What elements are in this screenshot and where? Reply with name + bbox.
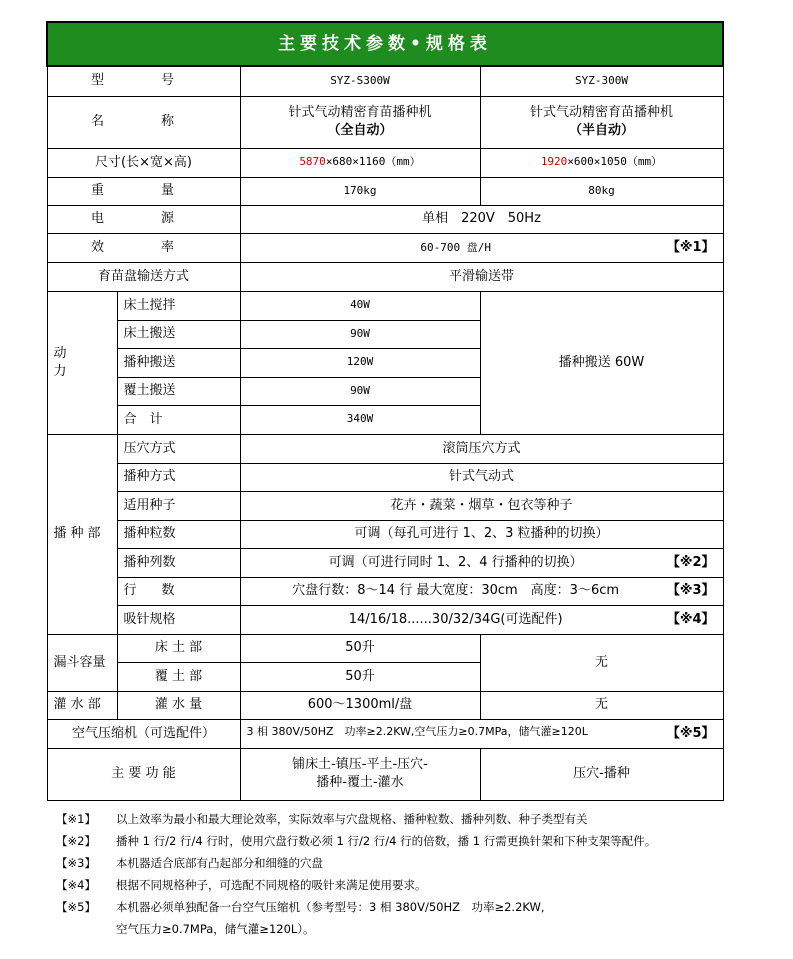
footnote bbox=[56, 896, 756, 918]
row-label: 行 数 bbox=[117, 577, 240, 605]
efficiency-cell bbox=[240, 233, 723, 262]
hopper-value: 50升 bbox=[240, 634, 480, 662]
row-label: 尺寸(长×宽×高) bbox=[47, 148, 240, 177]
row-label: 播种方式 bbox=[117, 463, 240, 491]
footnote-text: 播种 1 行/2 行/4 行时，使用穴盘行数必须 1 行/2 行/4 行的倍数，播 1 行需更换针架和下种支架等配件。 bbox=[116, 834, 657, 848]
name-a-line2: （全自动） bbox=[327, 123, 393, 138]
model-a: SYZ-S300W bbox=[240, 66, 480, 96]
row-label: 合 计 bbox=[117, 405, 240, 434]
row-label: 播种列数 bbox=[117, 548, 240, 577]
table-row bbox=[47, 605, 723, 634]
water-b-value: 无 bbox=[480, 691, 723, 719]
table-row bbox=[47, 66, 723, 96]
size-b-length: 1920 bbox=[540, 155, 568, 169]
table-row bbox=[47, 262, 723, 291]
model-b: SYZ-300W bbox=[480, 66, 723, 96]
footnotes bbox=[56, 808, 756, 940]
note-mark: 【※2】 bbox=[666, 554, 715, 570]
note-mark: 【※4】 bbox=[666, 611, 715, 627]
seeding-value-cell bbox=[240, 577, 723, 605]
row-label: 育苗盘输送方式 bbox=[47, 262, 240, 291]
table-row bbox=[47, 548, 723, 577]
row-label: 型 号 bbox=[47, 66, 240, 96]
row-label: 灌 水 量 bbox=[117, 691, 240, 719]
name-a bbox=[240, 96, 480, 148]
hopper-b-value: 无 bbox=[480, 634, 723, 691]
table-row bbox=[47, 634, 723, 662]
size-b-rest: ×600×1050（mm） bbox=[567, 155, 663, 169]
power-value: 120W bbox=[240, 348, 480, 377]
table-row bbox=[47, 177, 723, 205]
seeding-value: 滚筒压穴方式 bbox=[240, 434, 723, 463]
hopper-group-label: 漏斗容量 bbox=[47, 634, 117, 691]
name-b-line2: （半自动） bbox=[568, 123, 634, 138]
table-row bbox=[47, 233, 723, 262]
footnote-mark: 【※1】 bbox=[56, 812, 96, 826]
table-row bbox=[47, 691, 723, 719]
footnote-mark: 【※5】 bbox=[56, 900, 96, 914]
seeding-value-cell bbox=[240, 605, 723, 634]
footnote-mark: 【※4】 bbox=[56, 878, 96, 892]
row-label: 名 称 bbox=[47, 96, 240, 148]
row-label: 床 土 部 bbox=[117, 634, 240, 662]
water-value: 600～1300ml/盘 bbox=[240, 691, 480, 719]
compressor-cell bbox=[240, 719, 723, 748]
table-row bbox=[47, 205, 723, 233]
power-value: 40W bbox=[240, 291, 480, 320]
power-value: 90W bbox=[240, 320, 480, 348]
row-label: 播种粒数 bbox=[117, 520, 240, 548]
footnote bbox=[56, 874, 756, 896]
row-label: 效 率 bbox=[47, 233, 240, 262]
row-label: 床土搬送 bbox=[117, 320, 240, 348]
footnote-mark: 【※3】 bbox=[56, 856, 96, 870]
seeding-group-label: 播种部 bbox=[47, 434, 117, 634]
hopper-value: 50升 bbox=[240, 662, 480, 691]
size-a bbox=[240, 148, 480, 177]
row-label: 覆 土 部 bbox=[117, 662, 240, 691]
name-a-line1: 针式气动精密育苗播种机 bbox=[288, 105, 432, 121]
footnote-text: 根据不同规格种子，可选配不同规格的吸针来满足使用要求。 bbox=[116, 878, 427, 892]
name-b-line1: 针式气动精密育苗播种机 bbox=[529, 105, 673, 121]
table-row bbox=[47, 520, 723, 548]
row-label: 空气压缩机（可选配件） bbox=[47, 719, 240, 748]
footnote bbox=[56, 808, 756, 830]
footnote-text: 本机器适合底部有凸起部分和细缝的穴盘 bbox=[116, 856, 323, 870]
row-label: 重 量 bbox=[47, 177, 240, 205]
functions-a-line2: 播种-覆土-灌水 bbox=[316, 775, 404, 790]
table-row bbox=[47, 148, 723, 177]
footnote-continuation: 空气压力≥0.7MPa，储气灌≥120L）。 bbox=[116, 922, 315, 936]
table-row bbox=[47, 577, 723, 605]
seeding-value-cell bbox=[240, 548, 723, 577]
size-b bbox=[480, 148, 723, 177]
name-b bbox=[480, 96, 723, 148]
row-label: 主 要 功 能 bbox=[47, 748, 240, 800]
spec-table bbox=[46, 21, 724, 801]
row-label: 播种搬送 bbox=[117, 348, 240, 377]
footnote-text: 本机器必须单独配备一台空气压缩机（参考型号：3 相 380V/50HZ 功率≥2.2KW, bbox=[116, 900, 545, 914]
seeding-value: 14/16/18......30/32/34G(可选配件) bbox=[348, 611, 563, 627]
functions-b: 压穴-播种 bbox=[480, 748, 723, 800]
footnote-text: 以上效率为最小和最大理论效率，实际效率与穴盘规格、播种粒数、播种列数、种子类型有关 bbox=[116, 812, 588, 826]
note-mark: 【※1】 bbox=[666, 239, 715, 255]
functions-a-line1: 铺床土-镇压-平土-压穴- bbox=[292, 757, 428, 773]
table-row bbox=[47, 434, 723, 463]
table-row bbox=[47, 719, 723, 748]
size-a-length: 5870 bbox=[299, 155, 326, 169]
efficiency-value: 60-700 盘/H bbox=[420, 240, 491, 254]
power-group-label: 动 力 bbox=[47, 291, 117, 434]
power-supply-value: 单相 220V 50Hz bbox=[240, 205, 723, 233]
seeding-value: 穴盘行数：8～14 行 最大宽度：30cm 高度：3～6cm bbox=[292, 583, 620, 599]
table-row bbox=[47, 463, 723, 491]
weight-b: 80kg bbox=[480, 177, 723, 205]
compressor-value: 3 相 380V/50HZ 功率≥2.2KW,空气压力≥0.7MPa，储气灌≥120L bbox=[246, 724, 588, 738]
table-row bbox=[47, 491, 723, 520]
table-row bbox=[47, 96, 723, 148]
power-value: 340W bbox=[240, 405, 480, 434]
conveyor-value: 平滑输送带 bbox=[240, 262, 723, 291]
seeding-value: 可调（每孔可进行 1、2、3 粒播种的切换） bbox=[240, 520, 723, 548]
weight-a: 170kg bbox=[240, 177, 480, 205]
table-title: 主要技术参数•规格表 bbox=[47, 22, 723, 66]
row-label: 吸针规格 bbox=[117, 605, 240, 634]
table-row bbox=[47, 748, 723, 800]
functions-a bbox=[240, 748, 480, 800]
seeding-value: 针式气动式 bbox=[240, 463, 723, 491]
size-a-rest: ×680×1160（mm） bbox=[325, 155, 421, 169]
power-b-value: 播种搬送 60W bbox=[480, 291, 723, 434]
note-mark: 【※5】 bbox=[666, 725, 715, 741]
power-value: 90W bbox=[240, 377, 480, 405]
footnote-mark: 【※2】 bbox=[56, 834, 96, 848]
seeding-value: 花卉・蔬菜・烟草・包衣等种子 bbox=[240, 491, 723, 520]
water-group-label: 灌 水 部 bbox=[47, 691, 117, 719]
row-label: 压穴方式 bbox=[117, 434, 240, 463]
footnote bbox=[56, 830, 756, 852]
table-row bbox=[47, 291, 723, 320]
row-label: 覆土搬送 bbox=[117, 377, 240, 405]
footnote bbox=[56, 852, 756, 874]
row-label: 电 源 bbox=[47, 205, 240, 233]
seeding-value: 可调（可进行同时 1、2、4 行播种的切换） bbox=[328, 554, 583, 570]
row-label: 适用种子 bbox=[117, 491, 240, 520]
row-label: 床土搅拌 bbox=[117, 291, 240, 320]
note-mark: 【※3】 bbox=[666, 583, 715, 599]
